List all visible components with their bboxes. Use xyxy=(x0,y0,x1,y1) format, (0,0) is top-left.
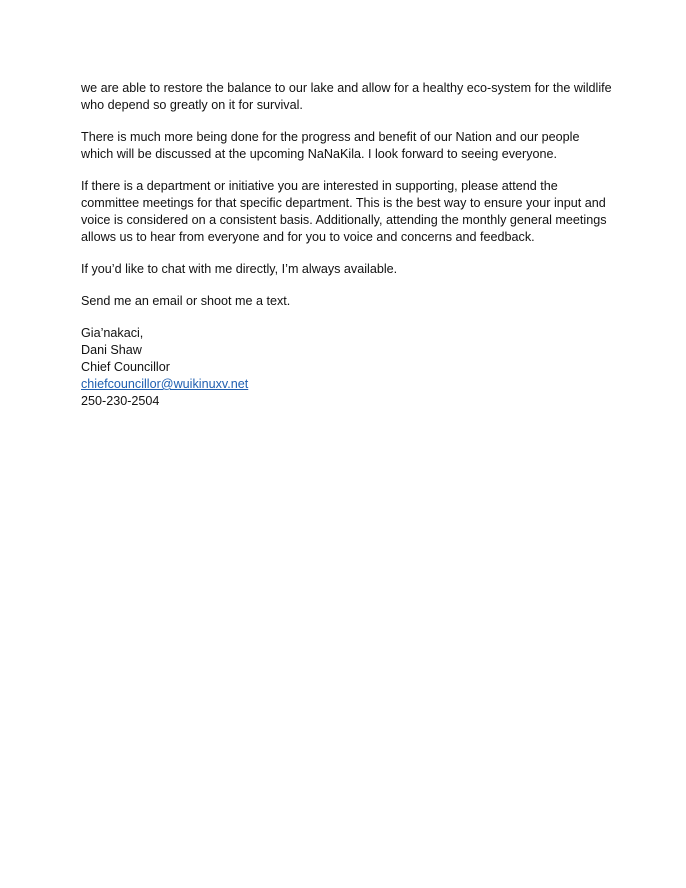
paragraph-nanakila xyxy=(81,129,621,163)
paragraph-line: Send me an email or shoot me a text. xyxy=(81,294,291,308)
paragraph-line: There is much more being done for the progress and benefit of our Nation and our people xyxy=(81,130,580,144)
phone-number: 250-230-2504 xyxy=(81,394,160,408)
paragraph-availability xyxy=(81,261,621,278)
letter-body xyxy=(81,80,621,410)
paragraph-line: committee meetings for that specific department. This is the best way to ensure your input and xyxy=(81,196,606,210)
signature-title: Chief Councillor xyxy=(81,360,170,374)
paragraph-committee-meetings xyxy=(81,178,621,246)
paragraph-line: which will be discussed at the upcoming NaNaKila. I look forward to seeing everyone. xyxy=(81,147,558,161)
email-link[interactable]: chiefcouncillor@wuikinuxv.net xyxy=(81,377,249,391)
paragraph-line: we are able to restore the balance to our lake and allow for a healthy eco-system for the wildlife xyxy=(81,81,612,95)
paragraph-line: If you’d like to chat with me directly, I’m always available. xyxy=(81,262,398,276)
signature-closing: Gia’nakaci, xyxy=(81,326,144,340)
paragraph-line: who depend so greatly on it for survival. xyxy=(81,98,303,112)
signature-block xyxy=(81,325,621,410)
paragraph-lake-restoration xyxy=(81,80,621,114)
paragraph-contact xyxy=(81,293,621,310)
paragraph-line: allows us to hear from everyone and for you to voice and concerns and feedback. xyxy=(81,230,535,244)
signature-name: Dani Shaw xyxy=(81,343,142,357)
paragraph-line: voice is considered on a consistent basis. Additionally, attending the monthly general meetings xyxy=(81,213,607,227)
paragraph-line: If there is a department or initiative you are interested in supporting, please attend the xyxy=(81,179,558,193)
